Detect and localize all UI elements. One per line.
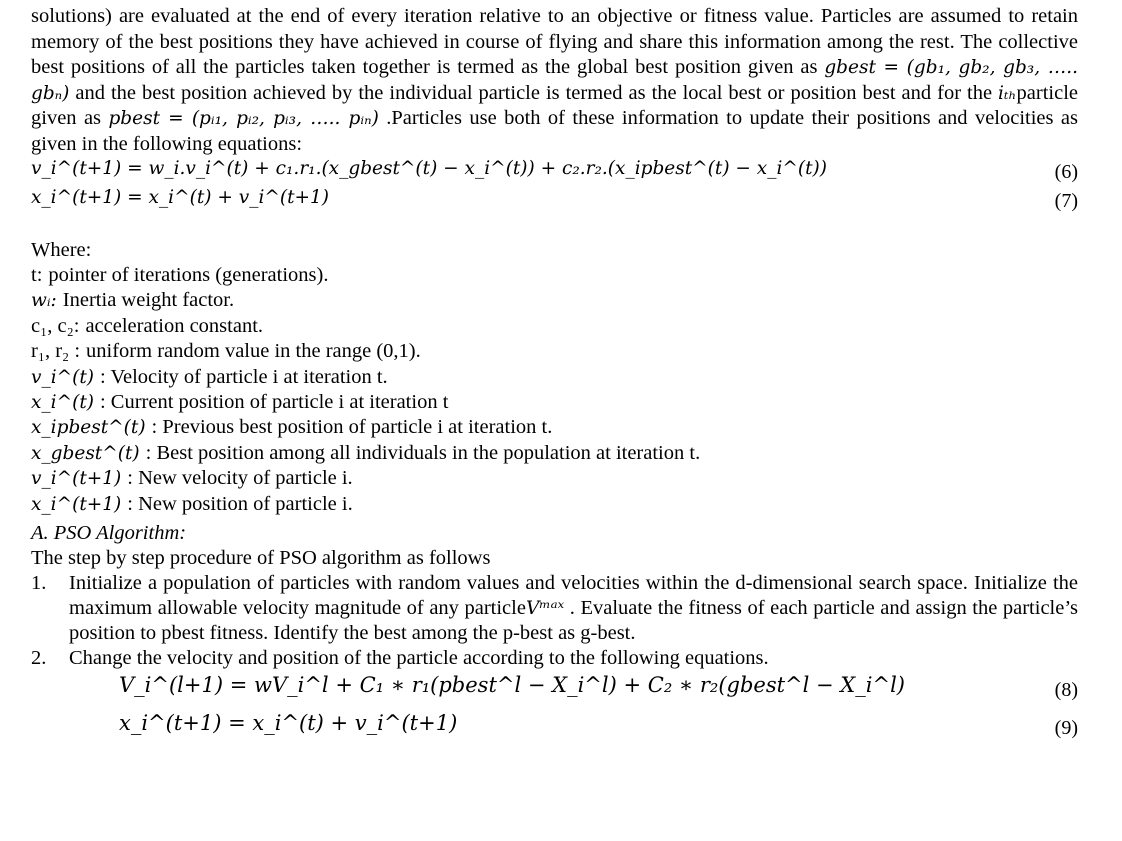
gbest-definition: gbest = (gb₁, gb₂, gb₃, ….. gbₙ): [31, 57, 1079, 104]
equation-6: [31, 158, 1078, 187]
definition-text: : Velocity of particle i at iteration t.: [100, 365, 388, 388]
equation-6-number: (6): [1054, 160, 1078, 183]
equation-8: [31, 671, 1078, 709]
definition-symbol: wᵢ:: [31, 290, 57, 312]
definition-symbol: r₁, r₂ :: [31, 340, 81, 363]
definition-symbol: v_i^(t+1): [31, 468, 122, 490]
definition-symbol: x_ipbest^(t): [31, 417, 146, 439]
definition-symbol: c₁, c₂:: [31, 314, 80, 337]
intro-paragraph: [31, 4, 1078, 158]
step-text: [69, 571, 1078, 646]
definition-text: : Previous best position of particle i at iteration t.: [151, 416, 553, 439]
definition-text: acceleration constant.: [85, 314, 264, 337]
definition-item: [31, 288, 1078, 313]
definition-item: [31, 263, 1078, 288]
step-text: Change the velocity and position of the particle according to the following equations.: [69, 647, 769, 670]
definition-item: [31, 415, 1078, 440]
definition-text: pointer of iterations (generations).: [48, 263, 329, 286]
definition-text: uniform random value in the range (0,1).: [86, 340, 421, 363]
definition-text: : Current position of particle i at iteration t: [99, 391, 449, 413]
equation-9-body: x_i^(t+1) = x_i^(t) + v_i^(t+1): [119, 711, 458, 736]
vmax-symbol: Vᵐᵃˣ: [525, 598, 565, 620]
pbest-definition: pbest = (pᵢ₁, pᵢ₂, pᵢ₃, ….. pᵢₙ): [108, 108, 379, 130]
equation-9-number: (9): [1054, 717, 1078, 740]
step-text-b: . Evaluate the fitness of each particle and assign the particle’s position to pbest fitness. Identify the best among the p-best as g-best.: [69, 597, 1079, 645]
definition-item: [31, 314, 1078, 339]
steps-list: [31, 571, 1078, 671]
equation-7-body: x_i^(t+1) = x_i^(t) + v_i^(t+1): [31, 186, 329, 208]
definition-text: : Best position among all individuals in the population at iteration t.: [145, 441, 701, 464]
equation-8-body: V_i^(l+1) = wV_i^l + C₁ ∗ r₁(pbest^l − X_i^l) + C₂ ∗ r₂(gbest^l − X_i^l): [119, 673, 905, 698]
intro-text-4: .Particles use both of these information to update their positions and velocities as given in the following equations:: [31, 107, 1078, 155]
intro-text-2: and the best position achieved by the individual particle is termed as the local best or position best and for the: [75, 81, 993, 104]
step-item: [31, 571, 1078, 646]
step-number: 2.: [31, 647, 47, 670]
step-text-a: Initialize a population of particles with random values and velocities within the d-dimensional search space. Initialize the maximum allowable velocity magnitude of any particle: [69, 572, 1078, 620]
step-number: 1.: [31, 572, 47, 595]
definition-item: [31, 390, 1078, 415]
equation-6-body: v_i^(t+1) = w_i.v_i^(t) + c₁.r₁.(x_gbest^(t) − x_i^(t)) + c₂.r₂.(x_ipbest^(t) − x_i^(t)): [31, 157, 827, 179]
equation-8-number: (8): [1054, 679, 1078, 702]
definition-item: [31, 441, 1078, 466]
definition-text: : New velocity of particle i.: [127, 467, 353, 490]
equation-9: [31, 709, 1078, 747]
definition-symbol: x_i^(t+1): [31, 493, 122, 515]
definition-symbol: x_gbest^(t): [31, 442, 140, 464]
definitions-list: [31, 238, 1078, 517]
where-label: Where:: [31, 238, 92, 261]
ith-symbol: iₜₕ: [998, 82, 1017, 104]
definition-symbol: v_i^(t): [31, 366, 94, 388]
section-intro: The step by step procedure of PSO algorithm as follows: [31, 547, 491, 570]
definition-symbol: t:: [31, 263, 43, 286]
definition-text: : New position of particle i.: [127, 492, 353, 515]
intro-text-1: solutions) are evaluated at the end of every iteration relative to an objective or fitness value. Particles are assumed to retain memory of the best positions they have achieved in course of flying and share this information among the rest. The collective best positions of all the particles taken together is termed as the global best position given as: [31, 5, 1078, 79]
equation-7-number: (7): [1054, 189, 1078, 212]
definition-item: [31, 365, 1078, 390]
definition-item: [31, 466, 1078, 491]
definition-item: [31, 492, 1078, 517]
equation-7: [31, 187, 1078, 216]
section-title: A. PSO Algorithm:: [31, 522, 187, 545]
definition-text: Inertia weight factor.: [62, 289, 235, 312]
page: [31, 4, 1078, 747]
step-item: [31, 646, 1078, 671]
definition-symbol: x_i^(t): [31, 392, 94, 413]
intro-text-3: particle given as: [31, 81, 1078, 130]
definition-item: [31, 339, 1078, 364]
